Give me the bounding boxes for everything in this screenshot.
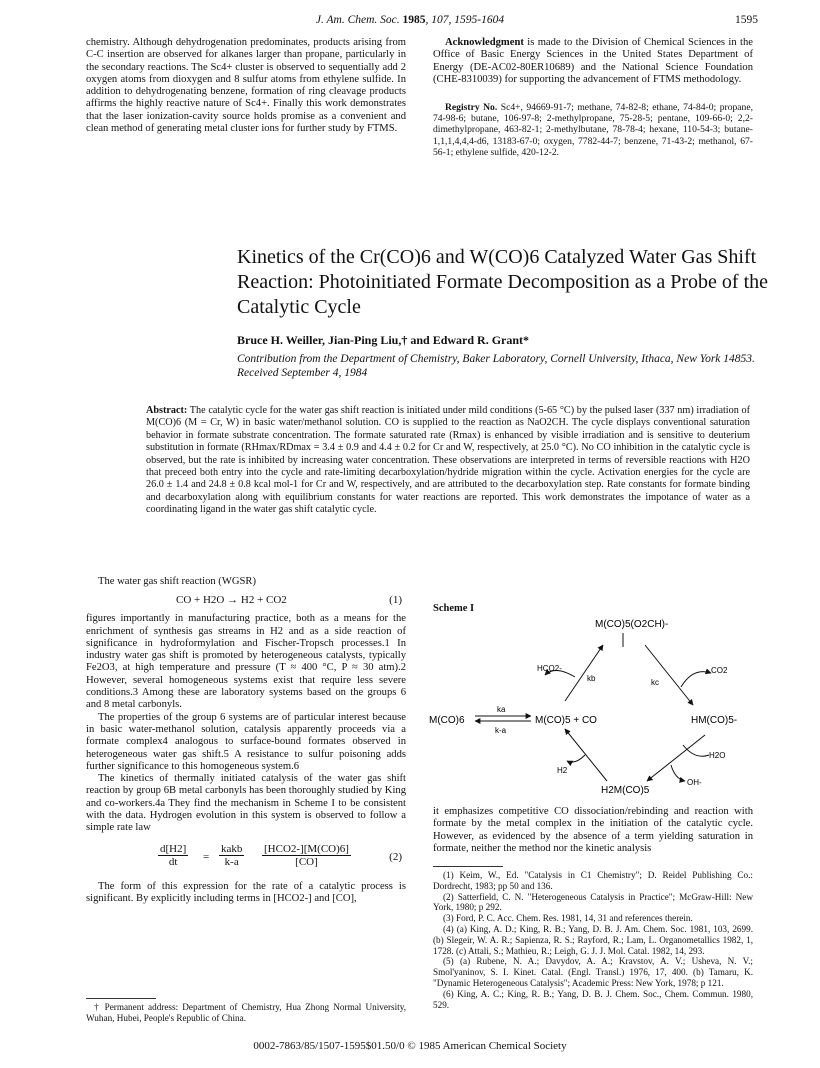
body-right-column	[433, 806, 753, 855]
reference-6: (6) King, A. C.; King, R. B.; Yang, D. B. J. Chem. Soc., Chem. Commun. 1980, 529.	[433, 988, 753, 1010]
eq2-c-denominator: [CO]	[295, 855, 318, 868]
acknowledgment-block	[433, 37, 753, 86]
article-affiliation: Contribution from the Department of Chemistry, Baker Laboratory, Cornell University, Ithaca, New York 14853. Received September 4, 1984	[237, 353, 755, 379]
paragraph-1: figures importantly in manufacturing practice, both as a means for the enrichment of synthesis gas streams in H2 and as a side reaction of significance in hydroformylation and Fischer-Tropsch processes.1 In industry water gas shift is promoted by heterogeneous catalysts, typically Fe2O3, at high temperature and pressure (T ≈ 400 °C, P ≈ 30 atm).2 However, several homogeneous systems exist that require less severe conditions.3 Among these are laboratory systems based on the groups 6 and 8 metal carbonyls.	[86, 613, 406, 711]
reference-5: (5) (a) Rubene, N. A.; Davydov, A. A.; Kravstov, A. V.; Usheva, N. V.; Smol'yaninov, S. I. Kinet. Catal. (Engl. Transl.) 1976, 17, 400. (b) Tamaru, K. "Dynamic Heterogeneous Catalysis"; Academic Press: New York, 1978; p 121.	[433, 956, 753, 988]
oh-curved-arrow	[671, 765, 685, 781]
abstract-heading: Abstract:	[146, 405, 188, 416]
co2-label: CO2	[711, 666, 728, 675]
journal-volume-pages: , 107, 1595-1604	[425, 14, 505, 26]
footnote-rule	[86, 998, 156, 999]
kc-label: kc	[651, 678, 659, 687]
equation-2-number: (2)	[389, 850, 402, 863]
kb-arrow	[565, 645, 603, 701]
eq2-k-numerator: kakb	[221, 842, 243, 855]
abstract	[146, 405, 750, 517]
page-number: 1595	[735, 14, 758, 26]
article-title: Kinetics of the Cr(CO)6 and W(CO)6 Catalyzed Water Gas Shift Reaction: Photoinitiated Formate Decomposition as a Probe of the Catalytic Cycle	[237, 246, 769, 318]
eq2-concentrations	[262, 843, 351, 869]
h2-label: H2	[557, 766, 568, 775]
oh-label: OH-	[687, 778, 702, 787]
footnote	[86, 1002, 406, 1024]
equation-2	[86, 841, 406, 881]
co2-curved-arrow	[681, 672, 711, 687]
registry-heading: Registry No.	[445, 102, 498, 113]
scheme-center-species: M(CO)5 + CO	[535, 715, 597, 726]
paragraph-2: The properties of the group 6 systems are of particular interest because in basic water-methanol solution, catalysis apparently proceeds via a formate complex4 analogous to surface-bound formates observed in heterogeneous water gas shift.5 A resistance to sulfur poisoning adds further significance to this homogeneous system.6	[86, 711, 406, 772]
article-authors: Bruce H. Weiller, Jian-Ping Liu,† and Edward R. Grant*	[237, 333, 530, 347]
eq2-lhs-numerator: d[H2]	[160, 842, 187, 855]
h2-loss-arrow	[565, 729, 607, 781]
right-paragraph: it emphasizes competitive CO dissociation/rebinding and reaction with formate by the metal complex in the initiation of the catalytic cycle. However, as evidenced by the absence of a term yielding saturation in formate, neither the method nor the kinetic analysis	[433, 806, 753, 854]
references-rule	[433, 866, 503, 867]
scheme-top-species: M(CO)5(O2CH)-	[595, 619, 669, 630]
scheme-right-species: HM(CO)5-	[691, 715, 738, 726]
scheme-label: Scheme I	[433, 603, 475, 614]
footnote-text: † Permanent address: Department of Chemistry, Hua Zhong Normal University, Wuhan, Hubei, People's Republic of China.	[86, 1002, 406, 1023]
scheme-diagram	[425, 615, 755, 795]
journal-name: J. Am. Chem. Soc.	[315, 14, 400, 26]
reference-2: (2) Satterfield, C. N. "Heterogeneous Catalysis in Practice"; McGraw-Hill: New York, 1980; p 292.	[433, 891, 753, 913]
eq2-k-denominator: k-a	[224, 855, 239, 868]
paragraph-3: The kinetics of thermally initiated catalysis of the water gas shift reaction by group 6B metal carbonyls has been thoroughly studied by King and co-workers.4a They find the mechanism in Scheme I to be consistent with the data. Hydrogen evolution in this system is observed to follow a simple rate law	[86, 773, 406, 834]
equation-1-number: (1)	[389, 594, 402, 607]
registry-block	[433, 102, 753, 158]
journal-year: 1985	[402, 14, 426, 26]
body-left-column	[86, 576, 406, 905]
eq2-lhs-denominator: dt	[168, 855, 178, 868]
acknowledgment-heading: Acknowledgment	[445, 37, 524, 48]
registry-text: Sc4+, 94669-91-7; methane, 74-82-8; ethane, 74-84-0; propane, 74-98-6; butane, 106-97-8; 2-methylpropane, 75-28-5; pentane, 109-66-0; 2,2-dimethylpropane, 463-82-1; 2-methylbutane, 78-78-4; hexane, 110-54-3; butane-1,1,1,4,4,4-d6, 13183-67-0; oxygen, 7782-44-7; benzene, 71-43-2; methanol, 67-56-1; ethylene sulfide, 420-12-2.	[433, 102, 754, 158]
previous-article-conclusion	[86, 37, 406, 135]
intro-line: The water gas shift reaction (WGSR)	[98, 576, 256, 587]
abstract-text: The catalytic cycle for the water gas shift reaction is initiated under mild conditions (5-65 °C) by the pulsed laser (337 nm) irradiation of M(CO)6 (M = Cr, W) in basic water/methanol solution. CO is supplied to the reaction as NaO2CH. The cycle displays conventional saturation behavior in formate substrate concentration. The formate saturated rate (Rmax) is enhanced by visible irradiation and is sensitive to deuterium substitution in formate (RHmax/RDmax = 3.4 ± 0.9 and 4.4 ± 0.2 for Cr and W, respectively, at 25.0 °C). No CO inhibition in the catalytic cycle is observed, but the rate is inhibited by increasing water concentration. These observations are interpreted in terms of reversible reactions with H2O that preceed both entry into the cycle and rate-limiting decarboxylation/hydride migration within the cycle. Activation energies for the cycle are 26.0 ± 1.4 and 24.8 ± 0.8 kcal mol-1 for Cr and W, respectively, and are attributed to the decarboxylation step. Rate constants for formate binding and decarboxylation along with equilibrium constants for water reactions are reported. This work demonstrates the impotance of water as a coordinating ligand in the water gas shift catalytic cycle.	[146, 405, 750, 516]
scheme-left-species: M(CO)6	[429, 715, 465, 726]
eq2-equals: =	[203, 850, 210, 863]
water-arrow	[647, 735, 705, 781]
paragraph-4: The form of this expression for the rate of a catalytic process is significant. By explicitly including terms in [HCO2-] and [CO],	[86, 880, 406, 904]
eq2-c-numerator: [HCO2-][M(CO)6]	[264, 842, 349, 855]
eq2-rate-constants	[219, 843, 244, 869]
k-minus-a-label: k-a	[495, 726, 507, 735]
reference-3: (3) Ford, P. C. Acc. Chem. Res. 1981, 14, 31 and references therein.	[443, 913, 693, 924]
hco2-label: HCO2-	[537, 664, 562, 673]
h2o-curved-line	[683, 745, 709, 756]
references-list	[433, 870, 753, 1010]
kb-label: kb	[587, 674, 596, 683]
copyright-footer: 0002-7863/85/1507-1595$01.50/0 © 1985 American Chemical Society	[253, 1040, 567, 1052]
reference-4: (4) (a) King, A. D.; King, R. B.; Yang, D. B. J. Am. Chem. Soc. 1981, 103, 2699. (b) Slegeir, W. A. R.; Sapienza, R. S.; Rayford, R.; Lam, L. Organometallics 1982, 1, 1728. (c) Attali, S.; Mathieu, R.; Leigh, G. J. J. Mol. Catal. 1982, 14, 293.	[433, 923, 753, 956]
equation-1-body: CO + H2O → H2 + CO2	[176, 594, 287, 607]
equation-1	[86, 591, 406, 613]
h2o-label: H2O	[709, 751, 726, 760]
reference-1: (1) Keim, W., Ed. "Catalysis in C1 Chemistry"; D. Reidel Publishing Co.: Dordrecht, 1983; pp 50 and 136.	[433, 870, 753, 891]
kc-arrow	[645, 645, 693, 705]
ka-label: ka	[497, 705, 506, 714]
previous-article-text: chemistry. Although dehydrogenation predominates, products arising from C-C insertion are observed for alkanes larger than propane, particularly in the secondary reactions. The Sc4+ cluster is observed to sequentially add 2 oxygen atoms from dioxygen and 8 sulfur atoms from ethylene sulfide. In addition to dehydrogenating benzene, formation of ring cleavage products affirms the highly reactive nature of Sc4+. Finally this work demonstrates that the laser ionization-cavity source holds promise as a convenient and clean method of generating metal cluster ions for further study by FTMS.	[86, 37, 406, 135]
h2-curved-arrow	[567, 755, 585, 762]
acknowledgment-text: is made to the Division of Chemical Sciences in the Office of Basic Energy Sciences in the United States Department of Energy (DE-AC02-80ER10689) and the National Science Foundation (CHE-8310039) for supporting the advancement of FTMS methodology.	[433, 37, 753, 85]
journal-citation	[0, 14, 820, 26]
scheme-bottom-species: H2M(CO)5	[601, 785, 650, 795]
eq2-lhs	[158, 843, 188, 869]
